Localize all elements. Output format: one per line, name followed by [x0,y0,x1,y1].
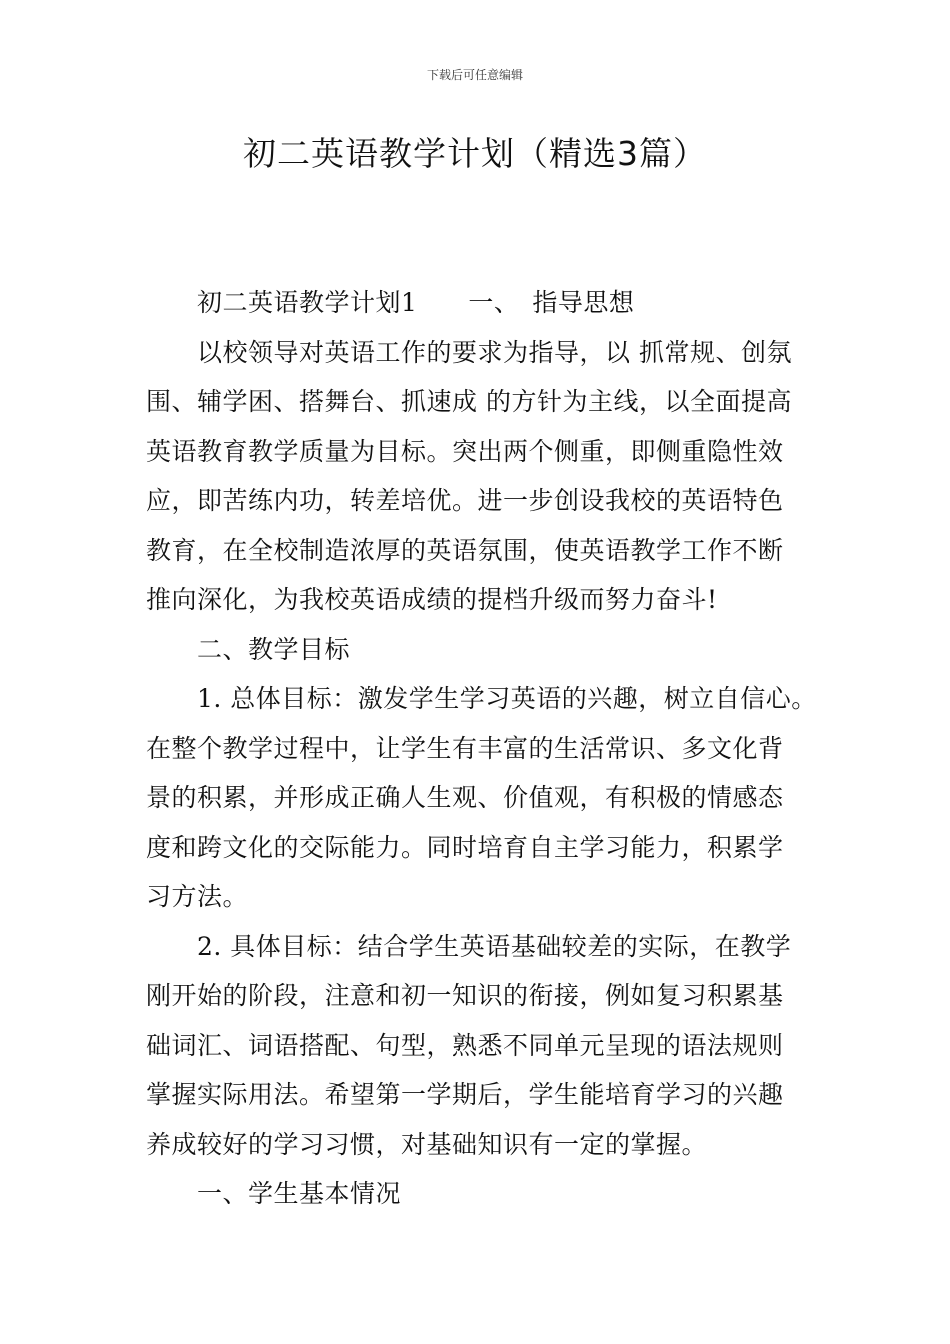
text-line: 应，即苦练内功，转差培优。进一步创设我校的英语特色 [146,486,784,515]
text-line: 景的积累，并形成正确人生观、价值观，有积极的情感态 [146,783,784,812]
text-line: 英语教育教学质量为目标。突出两个侧重，即侧重隐性效 [146,436,784,466]
text-line: 养成较好的学习习惯，对基础知识有一定的掌握。 [146,1129,708,1159]
text-line: 一、学生基本情况 [197,1179,402,1208]
text-line: 习方法。 [146,882,249,911]
header-note: 下载后可任意编辑 [426,68,523,82]
text-line: 围、辅学困、搭舞台、抓速成 的方针为主线，以全面提高 [146,387,792,416]
text-line: 初二英语教学计划1 一、 指导思想 [197,288,635,317]
text-line: 推向深化，为我校英语成绩的提档升级而努力奋斗! [146,585,718,614]
document-body [146,278,826,1219]
document-title: 初二英语教学计划（精选3篇） [243,134,707,173]
text-line: 1. 总体目标：激发学生学习英语的兴趣，树立自信心。 [197,684,817,713]
text-line: 础词汇、词语搭配、句型，熟悉不同单元呈现的语法规则 [146,1030,784,1060]
text-line: 在整个教学过程中，让学生有丰富的生活常识、多文化背 [146,733,784,763]
text-line: 度和跨文化的交际能力。同时培育自主学习能力，积累学 [146,832,784,862]
text-line: 二、教学目标 [197,634,351,664]
text-line: 刚开始的阶段，注意和初一知识的衔接，例如复习积累基 [146,981,784,1010]
text-line: 掌握实际用法。希望第一学期后，学生能培育学习的兴趣 [146,1080,784,1109]
text-line: 教育，在全校制造浓厚的英语氛围，使英语教学工作不断 [146,535,784,565]
text-line: 2. 具体目标：结合学生英语基础较差的实际，在教学 [197,931,792,961]
text-line: 以校领导对英语工作的要求为指导，以 抓常规、创氛 [197,337,792,367]
